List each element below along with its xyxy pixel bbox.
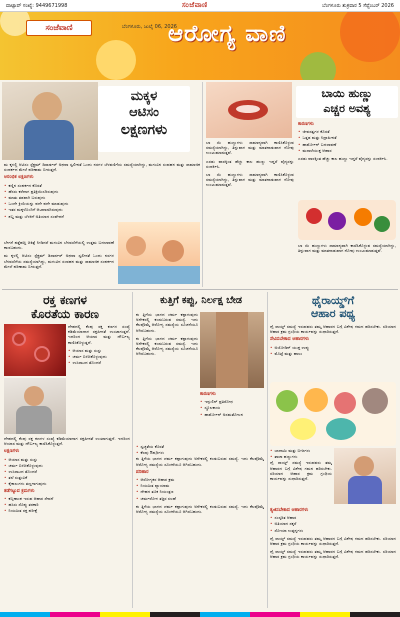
bullet-text: ಹಸಿರು ಸೊಪ್ಪು ತರಕಾರಿ [8, 502, 39, 508]
bullet-text: ನಿಯಮಿತ ವ್ಯಾಯಾಮ [140, 483, 170, 489]
woman-head [354, 456, 374, 476]
bullet-text: ಅತಿಯಾದ ಸಕ್ಕರೆ [274, 521, 297, 527]
list-item: • ಮೊಟ್ಟೆ ಮತ್ತು ಹಾಲು [270, 350, 303, 356]
thyroid-article-body [270, 506, 396, 606]
woman-body [16, 406, 52, 434]
bullet-text: ಉಸಿರಾಟದ ತೊಂದರೆ [72, 360, 102, 366]
bullet-text: ಕೆಲವು ಔಷಧಿಗಳು [140, 450, 165, 456]
list-item: • ತಾಜಾ ಹಣ್ಣುಗಳು [270, 454, 298, 460]
mouth-photo [206, 82, 292, 138]
orange-icon [354, 208, 372, 226]
neck-shape [216, 312, 248, 388]
list-item: • ಉಸಿರಾಟದ ತೊಂದರೆ [4, 469, 38, 475]
list-item: • ಒಂದೇ ಕ್ರಿಯೆಯನ್ನು ಪದೇ ಪದೇ ಮಾಡುವುದು [4, 201, 69, 207]
woman-head [24, 386, 44, 406]
neck-article-intro [136, 312, 198, 442]
table-surface [118, 266, 200, 284]
brand-logo: ಸಂಜೆವಾಣಿ [26, 20, 92, 36]
bullet-text: ಹಾರ್ಮೋನ್ ಬದಲಾವಣೆ [302, 141, 337, 147]
thyroid-intro-block [270, 324, 396, 380]
mouth-article-tail [298, 243, 396, 287]
bullet-text: ಜೀವಸತ್ವಗಳ ಕೊರತೆ [302, 129, 330, 135]
column-divider [132, 292, 133, 608]
bullet-text: ದೇಹದ ತೂಕ ನಿಯಂತ್ರಣ [140, 489, 174, 495]
list-item: • ನಿಯಮಿತ ವ್ಯಾಯಾಮ [136, 483, 170, 489]
fruit-decoration [96, 40, 136, 80]
banner-date: ಬೆಂಗಳೂರು, ಜುಲೈ 06, 2026 [122, 24, 177, 30]
top-strip [0, 0, 400, 12]
list-item: • ಬಾದಾಮಿ ಮತ್ತು ಬೀಜಗಳು [270, 448, 311, 453]
cell-shape [12, 332, 26, 346]
thyroid-woman-photo [334, 448, 396, 504]
bullet-text: ಅಯೋಡಿನ್ ಯುಕ್ತ ಉಪ್ಪು [274, 344, 310, 350]
neck-article-body [136, 444, 264, 606]
bullet-text: ಕಣ್ಣಿನ ಸಂಪರ್ಕದ ಕೊರತೆ [8, 182, 42, 188]
kids-outro: ಬೇಗನೆ ಪತ್ತೆಹಚ್ಚಿ ಚಿಕಿತ್ಸೆ ನೀಡಿದರೆ ಮಗುವಿನ ಬೆಳವಣಿಗೆಯಲ್ಲಿ ಉತ್ತಮ ಬದಲಾವಣೆ ಕಾಣಬಹುದು. [4, 240, 114, 251]
bullet-text: ಸಂಸ್ಕರಿತ ಆಹಾರ [274, 515, 297, 521]
mouth-outro-repeat: ಎರಡು ವಾರಕ್ಕಿಂತ ಹೆಚ್ಚು ಕಾಲ ಹುಣ್ಣು ಇದ್ದರೆ ವೈದ್ಯರನ್ನು ಸಂಪರ್ಕಿಸಿ. [206, 158, 294, 169]
list-item: • ಸೋಯಾ ಉತ್ಪನ್ನಗಳು [270, 527, 304, 533]
child-face [162, 240, 184, 262]
list-item: • ಮಾತು ತಡವಾಗಿ ಬರುವುದು [4, 195, 46, 201]
mouth-intro: ಬಾ ಯಿ ಹುಣ್ಣುಗಳು ಸಾಮಾನ್ಯವಾಗಿ ಕಾಣಿಸಿಕೊಳ್ಳುವ ಸಮಸ್ಯೆಯಾಗಿದ್ದು, ತಿನ್ನುವಾಗ ಮತ್ತು ಮಾತನಾಡುವಾಗ ನೋವು ಉಂಟುಮಾಡುತ್ತವೆ. [206, 140, 294, 156]
list-item: • ಅಯೋಡಿನ್ ಯುಕ್ತ ಉಪ್ಪು [270, 344, 310, 350]
list-item: • ಚರ್ಮ ಬಿಳಿಚಿಕೊಳ್ಳುವುದು [68, 354, 107, 360]
list-item: • ಕಬ್ಬಿಣಾಂಶ ಇರುವ ಆಹಾರ ಸೇವನೆ [4, 495, 54, 501]
bullet-text: ಸ್ವಚ್ಛತೆಯ ಕೊರತೆ [140, 444, 165, 449]
mouth-title-line-2: ಎಚ್ಚರ ಅವಶ್ಯ [323, 102, 371, 115]
list-item: • ಅತಿಯಾದ ಸಕ್ಕರೆ [270, 521, 297, 527]
thyroid-subhead: ಸೇವಿಸಬೇಕಾದ ಆಹಾರಗಳು [270, 337, 309, 343]
mouth-subhead: ಕಾರಣಗಳು [298, 122, 314, 127]
fruit-decoration [300, 52, 336, 80]
child-photo [2, 82, 98, 160]
bullet-text: ತಾಜಾ ಹಣ್ಣುಗಳು [274, 454, 298, 460]
nuts-icon [362, 388, 388, 414]
thyroid-article-title [270, 294, 396, 320]
mouth-tail-text: ಬಾ ಯಿ ಹುಣ್ಣುಗಳು ಸಾಮಾನ್ಯವಾಗಿ ಕಾಣಿಸಿಕೊಳ್ಳುವ ಸಮಸ್ಯೆಯಾಗಿದ್ದು, ತಿನ್ನುವಾಗ ಮತ್ತು ಮಾತನಾಡುವಾಗ ನೋವು ಉಂಟುಮಾಡುತ್ತವೆ. [298, 243, 396, 254]
fruit-decoration [340, 12, 400, 62]
kids-title-line-3: ಲಕ್ಷಣಗಳು [120, 122, 168, 138]
column-divider [267, 292, 268, 608]
list-item: • ಆರೋಗ್ಯಕರ ಆಹಾರ ಕ್ರಮ [136, 477, 175, 483]
section-title: ಆರೋಗ್ಯ ವಾಣಿ [168, 20, 287, 47]
egg-icon [304, 388, 328, 412]
child-face [126, 236, 146, 256]
bullet-text: ಮಸಾಲೆಯುಕ್ತ ಆಹಾರ [302, 147, 332, 153]
list-item: • ಇನ್ಸುಲಿನ್ ಪ್ರತಿರೋಧ [200, 399, 234, 405]
neck-intro-repeat: ಕು ತ್ತಿಗೆಯ ಭಾಗದ ಚರ್ಮ ಕಪ್ಪಾಗುವುದು ಅನೇಕರಲ್ಲಿ ಕಂಡುಬರುವ ಸಮಸ್ಯೆ. ಇದು ಕೆಲವೊಮ್ಮೆ ಆರೋಗ್ಯ ಸಮಸ್ಯೆಯ ಸೂಚನೆಯೂ ಆಗಿರಬಹುದು. [136, 335, 198, 357]
bullet-text: ಒತ್ತಡ ಮತ್ತು ನಿದ್ರಾಹೀನತೆ [302, 135, 337, 141]
kids-intro: ಮ ಕ್ಕಳಲ್ಲಿ ಆಟಿಸಂ ಸ್ಪೆಕ್ಟ್ರಮ್ ಡಿಸಾರ್ಡರ್ ಅಥವಾ ಸ್ವಲೀನತೆ ಒಂದು ನರಗಳ ಬೆಳವಣಿಗೆಯ ಸಮಸ್ಯೆಯಾಗಿದ್ದು, ಮಗುವಿನ ಸಂವಹನ ಮತ್ತು ಸಾಮಾಜಿಕ ಸಂಪರ್ಕದ ಮೇಲೆ ಪರಿಣಾಮ ಬೀರುತ್ತದೆ. [4, 162, 200, 173]
list-item: • ಸಂಸ್ಕರಿತ ಆಹಾರ [270, 515, 297, 521]
bullet-text: ಆಯಾಸ ಮತ್ತು ಸುಸ್ತು [72, 347, 102, 353]
thyroid-intro: ಥೈ ರಾಯ್ಡ್ ಸಮಸ್ಯೆ ಇರುವವರು ತಮ್ಮ ಆಹಾರದ ಬಗ್ಗೆ ವಿಶೇಷ ಗಮನ ಹರಿಸಬೇಕು. ಸರಿಯಾದ ಆಹಾರ ಕ್ರಮ ಗ್ರಂಥಿಯ ಕಾರ್ಯವನ್ನು ಸುಧಾರಿಸುತ್ತದೆ. [270, 324, 396, 335]
bullet-text: ಆರೋಗ್ಯಕರ ಆಹಾರ ಕ್ರಮ [140, 477, 175, 483]
vegetable-icon [326, 418, 356, 440]
list-item: • ಸ್ಥೂಲಕಾಯ [200, 405, 221, 411]
fruit-icon [334, 392, 356, 414]
list-item: • ಮಸಾಲೆಯುಕ್ತ ಆಹಾರ [298, 147, 332, 153]
list-item: • ಸ್ವಚ್ಛತೆಯ ಕೊರತೆ [136, 444, 165, 449]
thyroid-title-line-1: ಥೈರಾಯ್ಡ್‌ಗೆ [311, 294, 355, 307]
neck-subhead-2: ಪರಿಹಾರ [136, 469, 149, 475]
salad-icon [276, 390, 298, 412]
bullet-text: ಬಾದಾಮಿ ಮತ್ತು ಬೀಜಗಳು [274, 448, 311, 453]
list-item: • ಇತರ ಮಕ್ಕಳೊಂದಿಗೆ ಆಟವಾಡದಿರುವುದು [4, 207, 63, 213]
neck-intro: ಕು ತ್ತಿಗೆಯ ಭಾಗದ ಚರ್ಮ ಕಪ್ಪಾಗುವುದು ಅನೇಕರಲ್ಲಿ ಕಂಡುಬರುವ ಸಮಸ್ಯೆ. ಇದು ಕೆಲವೊಮ್ಮೆ ಆರೋಗ್ಯ ಸಮಸ್ಯೆಯ ಸೂಚನೆಯೂ ಆಗಿರಬಹುದು. [136, 312, 198, 333]
thyroid-subhead-2: ತ್ಯಜಿಸಬೇಕಾದ ಆಹಾರಗಳು [270, 508, 309, 513]
list-item: • ಕೈಕಾಲುಗಳು ತಣ್ಣಗಾಗುವುದು [4, 481, 47, 487]
bullet-text: ಹೆಸರು ಕರೆದಾಗ ಪ್ರತಿಕ್ರಿಯಿಸದಿರುವುದು [8, 188, 59, 194]
list-item: • ತಲೆ ಸುತ್ತುವಿಕೆ [4, 475, 28, 481]
kids-subhead: ಆರಂಭಿಕ ಲಕ್ಷಣಗಳು [4, 175, 34, 181]
kids-intro-repeat: ಮ ಕ್ಕಳಲ್ಲಿ ಆಟಿಸಂ ಸ್ಪೆಕ್ಟ್ರಮ್ ಡಿಸಾರ್ಡರ್ ಅಥವಾ ಸ್ವಲೀನತೆ ಒಂದು ನರಗಳ ಬೆಳವಣಿಗೆಯ ಸಮಸ್ಯೆಯಾಗಿದ್ದು, ಮಗುವಿನ ಸಂವಹನ ಮತ್ತು ಸಾಮಾಜಿಕ ಸಂಪರ್ಕದ ಮೇಲೆ ಪರಿಣಾಮ ಬೀರುತ್ತದೆ. [4, 253, 114, 269]
blood-intro-repeat: ದೇಹದಲ್ಲಿ ಕೆಂಪು ರಕ್ತ ಕಣಗಳ ಸಂಖ್ಯೆ ಕಡಿಮೆಯಾದಾಗ ರಕ್ತಹೀನತೆ ಉಂಟಾಗುತ್ತದೆ. ಇದರಿಂದ ಆಯಾಸ ಮತ್ತು ದೌರ್ಬಲ್ಯ ಕಾಣಿಸಿಕೊಳ್ಳುತ್ತದೆ. [4, 436, 130, 447]
list-item: • ಹಾರ್ಮೋನ್ ಬದಲಾವಣೆ [298, 141, 337, 147]
thyroid-title-line-2: ಆಹಾರ ಪಥ್ಯ [310, 307, 356, 320]
blood-title-line-2: ಕೊರತೆಯ ಕಾರಣ [31, 307, 99, 321]
berry-icon [306, 208, 322, 224]
bullet-text: ಒಂದೇ ಕ್ರಿಯೆಯನ್ನು ಪದೇ ಪದೇ ಮಾಡುವುದು [8, 201, 69, 207]
list-item: • ಒತ್ತಡ ಮತ್ತು ನಿದ್ರಾಹೀನತೆ [298, 135, 337, 141]
bullet-text: ಮೊಟ್ಟೆ ಮತ್ತು ಹಾಲು [274, 350, 303, 356]
bullet-text: ಇನ್ಸುಲಿನ್ ಪ್ರತಿರೋಧ [204, 399, 234, 405]
list-item: • ಹೆಸರು ಕರೆದಾಗ ಪ್ರತಿಕ್ರಿಯಿಸದಿರುವುದು [4, 188, 59, 194]
bullet-text: ಉಸಿರಾಟದ ತೊಂದರೆ [8, 469, 38, 475]
bullet-text: ಇತರ ಮಕ್ಕಳೊಂದಿಗೆ ಆಟವಾಡದಿರುವುದು [8, 207, 63, 213]
list-item: • ಆಯಾಸ ಮತ್ತು ಸುಸ್ತು [68, 347, 102, 353]
bullet-text: ಚರ್ಮರೋಗ ತಜ್ಞರ ಸಲಹೆ [140, 495, 176, 501]
grape-icon [328, 212, 346, 230]
masthead: ಸಂಜೆವಾಣಿ [181, 1, 208, 9]
bullet-text: ತಲೆ ಸುತ್ತುವಿಕೆ [8, 475, 28, 481]
whatsapp-number: ವಾಟ್ಸಾಪ್ ಸಂಖ್ಯೆ: 9449671998 [6, 2, 68, 9]
fruit-bowl-photo [298, 200, 396, 240]
list-item: • ಹಸಿರು ಸೊಪ್ಪು ತರಕಾರಿ [4, 502, 39, 508]
bullet-text: ಶಬ್ದ ಮತ್ತು ಬೆಳಕಿಗೆ ಅತಿಯಾದ ಸಂವೇದನೆ [8, 213, 64, 219]
blood-article-title [4, 293, 126, 321]
mouth-article-title [296, 86, 398, 118]
mouth-causes-list [298, 120, 396, 200]
neck-body-text: ಕು ತ್ತಿಗೆಯ ಭಾಗದ ಚರ್ಮ ಕಪ್ಪಾಗುವುದು ಅನೇಕರಲ್ಲಿ ಕಂಡುಬರುವ ಸಮಸ್ಯೆ. ಇದು ಕೆಲವೊಮ್ಮೆ ಆರೋಗ್ಯ ಸಮಸ್ಯೆಯ ಸೂಚನೆಯೂ ಆಗಿರಬಹುದು. [136, 456, 264, 467]
blood-subhead: ಲಕ್ಷಣಗಳು [4, 449, 20, 455]
mouth-outro: ಎರಡು ವಾರಕ್ಕಿಂತ ಹೆಚ್ಚು ಕಾಲ ಹುಣ್ಣು ಇದ್ದರೆ ವೈದ್ಯರನ್ನು ಸಂಪರ್ಕಿಸಿ. [298, 156, 388, 162]
edition-date: ಬೆಂಗಳೂರು ಶುಕ್ರವಾರ 5 ಸೆಪ್ಟೆಂಬರ್ 2026 [322, 2, 394, 9]
mouth-title-line-1: ಬಾಯಿ ಹುಣ್ಣು [321, 87, 373, 100]
bullet-text: ಆಯಾಸ ಮತ್ತು ಸುಸ್ತು [8, 456, 38, 462]
column-divider [202, 82, 203, 287]
kids-title-line-1: ಮಕ್ಕಳ [130, 89, 158, 104]
section-divider [2, 289, 398, 290]
blood-article-body [4, 436, 130, 606]
kiwi-icon [374, 216, 390, 232]
blood-article-side [68, 324, 130, 434]
bullet-text: ಕೈಕಾಲುಗಳು ತಣ್ಣಗಾಗುವುದು [8, 481, 47, 487]
kids-title-line-2: ಆಟಿಸಂ [129, 105, 159, 120]
section-banner [0, 12, 400, 80]
list-item: • ದೇಹದ ತೂಕ ನಿಯಂತ್ರಣ [136, 489, 174, 495]
lemon-icon [290, 418, 316, 440]
blood-title-line-1: ರಕ್ತ ಕಣಗಳ [43, 293, 87, 307]
bullet-text: ಹಾರ್ಮೋನ್ ಅಸಮತೋಲನ [204, 411, 244, 417]
list-item: • ಹಾರ್ಮೋನ್ ಅಸಮತೋಲನ [200, 411, 244, 417]
kids-article-title [98, 86, 190, 152]
bullet-text: ಚರ್ಮ ಬಿಳಿಚಿಕೊಳ್ಳುವುದು [8, 462, 43, 468]
list-item: • ಚರ್ಮರೋಗ ತಜ್ಞರ ಸಲಹೆ [136, 495, 176, 501]
neck-subhead: ಕಾರಣಗಳು [200, 392, 216, 397]
list-item: • ಕೆಲವು ಔಷಧಿಗಳು [136, 450, 165, 456]
healthy-food-photo [270, 382, 396, 446]
thyroid-body-text: ಥೈ ರಾಯ್ಡ್ ಸಮಸ್ಯೆ ಇರುವವರು ತಮ್ಮ ಆಹಾರದ ಬಗ್ಗೆ ವಿಶೇಷ ಗಮನ ಹರಿಸಬೇಕು. ಸರಿಯಾದ ಆಹಾರ ಕ್ರಮ ಗ್ರಂಥಿಯ ಕಾರ್ಯವನ್ನು ಸುಧಾರಿಸುತ್ತದೆ. [270, 460, 332, 482]
bullet-text: ನಿಯಮಿತ ರಕ್ತ ಪರೀಕ್ಷೆ [8, 508, 38, 514]
kids-playing-photo [118, 222, 200, 284]
woman-body [348, 476, 382, 504]
mouth-article-body [206, 140, 294, 290]
list-item: • ಶಬ್ದ ಮತ್ತು ಬೆಳಕಿಗೆ ಅತಿಯಾದ ಸಂವೇದನೆ [4, 213, 64, 219]
blood-subhead-2: ತಡೆಗಟ್ಟುವ ಕ್ರಮಗಳು [4, 488, 35, 494]
cell-shape [34, 346, 50, 362]
list-item: • ಆಯಾಸ ಮತ್ತು ಸುಸ್ತು [4, 456, 38, 462]
child-head [32, 92, 62, 122]
blood-cells-photo [4, 324, 66, 376]
kids-article-outro [4, 240, 114, 284]
neck-article-title: ಕುತ್ತಿಗೆ ಕಪ್ಪು, ನಿರ್ಲಕ್ಷ ಬೇಡ [160, 295, 242, 306]
teeth-shape [236, 105, 260, 113]
bullet-text: ಮಾತು ತಡವಾಗಿ ಬರುವುದು [8, 195, 46, 201]
blood-intro: ದೇಹದಲ್ಲಿ ಕೆಂಪು ರಕ್ತ ಕಣಗಳ ಸಂಖ್ಯೆ ಕಡಿಮೆಯಾದಾಗ ರಕ್ತಹೀನತೆ ಉಂಟಾಗುತ್ತದೆ. ಇದರಿಂದ ಆಯಾಸ ಮತ್ತು ದೌರ್ಬಲ್ಯ ಕಾಣಿಸಿಕೊಳ್ಳುತ್ತದೆ. [68, 324, 130, 345]
thyroid-list-1 [270, 448, 332, 504]
bullet-text: ಸ್ಥೂಲಕಾಯ [204, 405, 221, 411]
print-registration-strip [0, 612, 400, 617]
child-body [24, 120, 74, 160]
thyroid-closing-text: ಥೈ ರಾಯ್ಡ್ ಸಮಸ್ಯೆ ಇರುವವರು ತಮ್ಮ ಆಹಾರದ ಬಗ್ಗೆ ವಿಶೇಷ ಗಮನ ಹರಿಸಬೇಕು. ಸರಿಯಾದ ಆಹಾರ ಕ್ರಮ ಗ್ರಂಥಿಯ ಕಾರ್ಯವನ್ನು ಸುಧಾರಿಸುತ್ತದೆ. [270, 535, 396, 547]
bullet-text: ಚರ್ಮ ಬಿಳಿಚಿಕೊಳ್ಳುವುದು [72, 354, 107, 360]
list-item: • ಜೀವಸತ್ವಗಳ ಕೊರತೆ [298, 129, 330, 135]
neck-closing-text: ಕು ತ್ತಿಗೆಯ ಭಾಗದ ಚರ್ಮ ಕಪ್ಪಾಗುವುದು ಅನೇಕರಲ್ಲಿ ಕಂಡುಬರುವ ಸಮಸ್ಯೆ. ಇದು ಕೆಲವೊಮ್ಮೆ ಆರೋಗ್ಯ ಸಮಸ್ಯೆಯ ಸೂಚನೆಯೂ ಆಗಿರಬಹುದು. [136, 503, 264, 515]
bullet-text: ಕಬ್ಬಿಣಾಂಶ ಇರುವ ಆಹಾರ ಸೇವನೆ [8, 495, 54, 501]
list-item: • ಕಣ್ಣಿನ ಸಂಪರ್ಕದ ಕೊರತೆ [4, 182, 42, 188]
list-item: • ನಿಯಮಿತ ರಕ್ತ ಪರೀಕ್ಷೆ [4, 508, 38, 514]
mouth-intro-repeat: ಬಾ ಯಿ ಹುಣ್ಣುಗಳು ಸಾಮಾನ್ಯವಾಗಿ ಕಾಣಿಸಿಕೊಳ್ಳುವ ಸಮಸ್ಯೆಯಾಗಿದ್ದು, ತಿನ್ನುವಾಗ ಮತ್ತು ಮಾತನಾಡುವಾಗ ನೋವು ಉಂಟುಮಾಡುತ್ತವೆ. [206, 172, 294, 188]
tired-woman-photo [4, 378, 66, 434]
bullet-text: ಸೋಯಾ ಉತ್ಪನ್ನಗಳು [274, 527, 304, 533]
list-item: • ಚರ್ಮ ಬಿಳಿಚಿಕೊಳ್ಳುವುದು [4, 462, 43, 468]
neck-causes [200, 390, 264, 440]
list-item: • ಉಸಿರಾಟದ ತೊಂದರೆ [68, 360, 102, 366]
thyroid-closing-text-2: ಥೈ ರಾಯ್ಡ್ ಸಮಸ್ಯೆ ಇರುವವರು ತಮ್ಮ ಆಹಾರದ ಬಗ್ಗೆ ವಿಶೇಷ ಗಮನ ಹರಿಸಬೇಕು. ಸರಿಯಾದ ಆಹಾರ ಕ್ರಮ ಗ್ರಂಥಿಯ ಕಾರ್ಯವನ್ನು ಸುಧಾರಿಸುತ್ತದೆ. [270, 549, 396, 560]
neck-photo [200, 312, 264, 388]
